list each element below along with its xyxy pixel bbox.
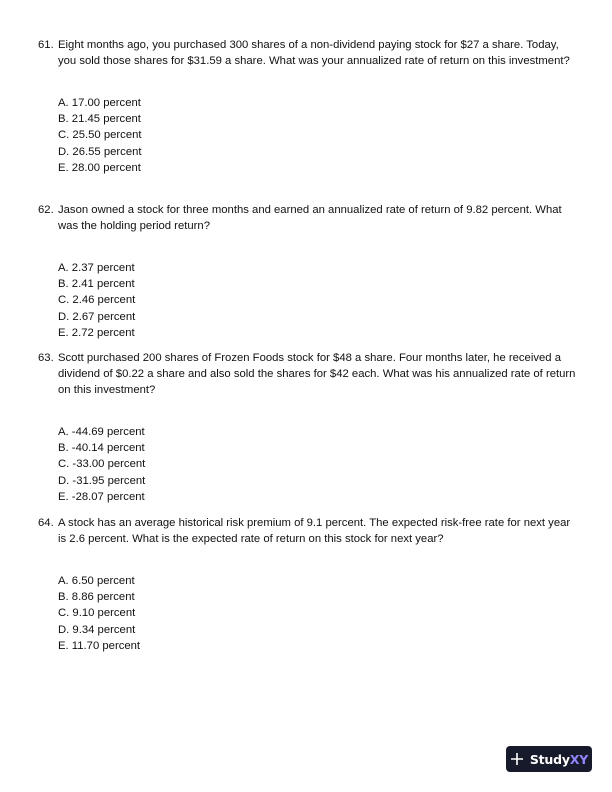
answer-option: C. 25.50 percent [58,129,142,142]
answer-options [58,424,578,505]
question-text: Eight months ago, you purchased 300 shares of a non-dividend paying stock for $27 a share. Today, you sold those shares for $31.59 a share. What was your annualized rate of return on this investment? [58,39,570,67]
answer-option: A. 17.00 percent [58,97,141,109]
answer-options [58,260,578,341]
question-63 [38,350,578,505]
question-text: Scott purchased 200 shares of Frozen Foods stock for $48 a share. Four months later, he received a dividend of $0.22 a share and also sold the shares for $42 each. What was his annualized rate of return on this investment? [58,352,576,396]
answer-option: B. -40.14 percent [58,442,145,455]
answer-option: E. -28.07 percent [58,490,145,503]
question-header [38,515,578,547]
answer-option: D. -31.95 percent [58,474,146,487]
question-header [38,350,578,398]
answer-option: B. 8.86 percent [58,591,135,604]
brand-logo-text [530,752,588,767]
answer-options [58,573,578,654]
answer-option: C. -33.00 percent [58,458,146,471]
question-number: 63. [38,352,54,364]
answer-option: D. 9.34 percent [58,623,136,636]
question-number: 64. [38,517,54,529]
answer-option: B. 21.45 percent [58,113,141,126]
question-header [38,37,578,69]
answer-option: D. 26.55 percent [58,145,142,158]
question-62 [38,202,578,341]
answer-option: E. 2.72 percent [58,326,135,339]
plus-icon [510,752,524,766]
brand-name-part1: Study [529,751,570,767]
answer-option: A. -44.69 percent [58,426,145,438]
answer-option: B. 2.41 percent [58,278,135,291]
question-number: 61. [38,39,54,51]
studyxy-badge[interactable] [506,746,592,772]
answer-options [58,95,578,176]
question-header [38,202,578,234]
brand-name-part2: XY [569,751,589,767]
answer-option: A. 2.37 percent [58,262,135,274]
answer-option: D. 2.67 percent [58,310,136,323]
question-text: Jason owned a stock for three months and earned an annualized rate of return of 9.82 percent. What was the holding period return? [58,204,562,232]
question-61 [38,37,578,176]
answer-option: E. 11.70 percent [58,639,141,652]
answer-option: C. 9.10 percent [58,607,136,620]
answer-option: C. 2.46 percent [58,294,136,307]
answer-option: E. 28.00 percent [58,161,141,174]
answer-option: A. 6.50 percent [58,575,135,587]
question-text: A stock has an average historical risk premium of 9.1 percent. The expected risk-free rate for next year is 2.6 percent. What is the expected rate of return on this stock for next year? [58,517,571,545]
question-number: 62. [38,204,54,216]
question-64 [38,515,578,654]
